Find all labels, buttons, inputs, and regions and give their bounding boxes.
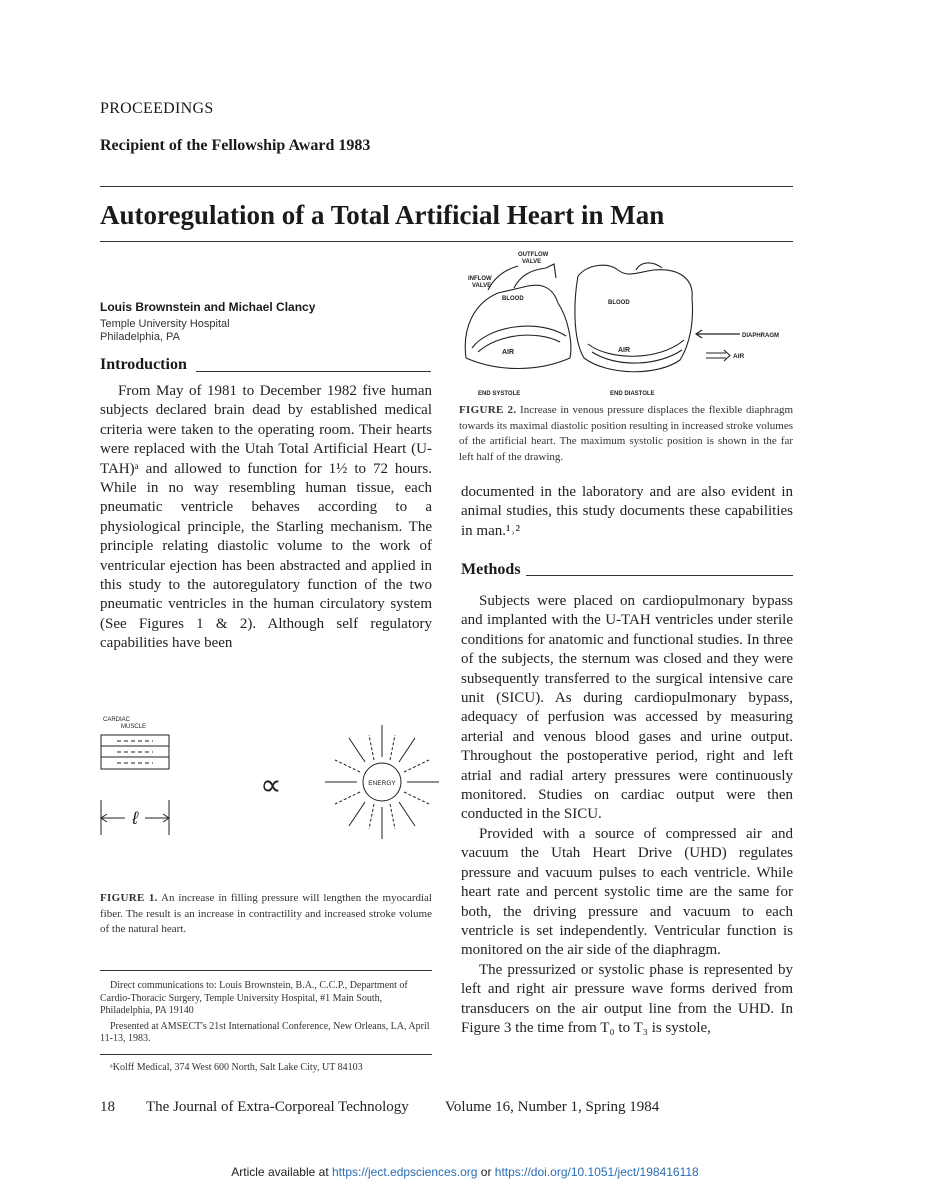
fig1-energy-label: ENERGY bbox=[368, 780, 396, 787]
affiliation-line-2: Philadelphia, PA bbox=[100, 331, 180, 343]
fig2-label-blood-left: BLOOD bbox=[502, 296, 524, 302]
introduction-heading-rule bbox=[196, 371, 431, 372]
figure-1-caption bbox=[100, 891, 432, 938]
availability-or: or bbox=[480, 1165, 492, 1179]
doi-link[interactable]: https://doi.org/10.1051/ject/198416118 bbox=[494, 1165, 699, 1179]
figure-1-diagram bbox=[95, 705, 440, 885]
footnote-rule-2 bbox=[100, 1054, 432, 1055]
fig2-label-outflow: OUTFLOW bbox=[518, 252, 549, 258]
author-names: Louis Brownstein and Michael Clancy bbox=[100, 300, 316, 314]
figure-1-caption-label: FIGURE 1. bbox=[100, 892, 158, 904]
article-title: Autoregulation of a Total Artificial Heart in Man bbox=[100, 200, 665, 230]
fig2-label-air-left: AIR bbox=[502, 349, 515, 356]
title-bottom-rule bbox=[100, 241, 793, 242]
methods-heading-rule bbox=[526, 575, 793, 576]
fig2-label-air-right: AIR bbox=[618, 347, 631, 354]
fig2-label-diaphragm: DIAPHRAGM bbox=[742, 333, 779, 339]
award-subtitle: Recipient of the Fellowship Award 1983 bbox=[100, 137, 371, 154]
fig2-label-air-port: AIR bbox=[733, 353, 745, 360]
journal-site-link[interactable]: https://ject.edpsciences.org bbox=[332, 1165, 478, 1179]
fig2-label-inflow-valve: VALVE bbox=[472, 283, 492, 289]
fig2-label-outflow-valve: VALVE bbox=[522, 259, 542, 265]
footnote-correspondence: Direct communications to: Louis Brownstein, B.A., C.C.P., Department of Cardio-Thoracic Surgery, Temple University Hospital, #1 Main South, Philadelphia, PA 19140 bbox=[100, 980, 408, 1016]
introduction-paragraph: From May of 1981 to December 1982 five human subjects declared brain dead by established medical criteria were taken to the operating room. Their hearts were replaced with the Utah Total Artificial Heart (U-TAH)ᵃ and allowed to function for 1½ to 72 hours. While in no way resembling human tissue, each pneumatic ventricle behaves according to a physiological principle, the Starling mechanism. The principle relating diastolic volume to the work of ventricular ejection has been abstracted and applied in this study to the autoregulatory function of the two pneumatic ventricles in the human circulatory system (See Figures 1 & 2). Although self regulatory capabilities have been bbox=[100, 383, 432, 652]
fig2-label-blood-right: BLOOD bbox=[608, 300, 630, 306]
footnotes bbox=[100, 980, 432, 1049]
fig1-label-muscle: MUSCLE bbox=[121, 724, 147, 730]
title-top-rule bbox=[100, 186, 793, 187]
footnote-kolff: ᵃKolff Medical, 374 West 600 North, Salt Lake City, UT 84103 bbox=[110, 1062, 363, 1073]
methods-paragraph-3: The pressurized or systolic phase is represented by left and right air pressure wave forms derived from transducers on the air output line from the UHD. In Figure 3 the time from T₀ to T₃ is systole, bbox=[461, 961, 793, 1036]
introduction-text bbox=[100, 382, 432, 654]
fig2-label-end-systole: END SYSTOLE bbox=[478, 391, 521, 397]
page-number: 18 bbox=[100, 1099, 115, 1115]
footnote-presented: Presented at AMSECT's 21st International Conference, New Orleans, LA, April 11-13, 1983. bbox=[100, 1020, 430, 1044]
fig1-muscle-fiber-icon bbox=[101, 735, 169, 769]
section-kicker: PROCEEDINGS bbox=[100, 100, 214, 117]
figure-1-caption-text: An increase in filling pressure will lengthen the myocardial fiber. The result is an increase in contractility and increased stroke volume of the natural heart. bbox=[100, 892, 432, 935]
author-affiliation bbox=[100, 318, 230, 344]
introduction-continued bbox=[461, 483, 793, 541]
methods-text bbox=[461, 592, 793, 1038]
methods-paragraph-2: Provided with a source of compressed air and vacuum the Utah Heart Drive (UHD) regulates pressure and vacuum pulses to each ventricle. While heart rate and percent systolic time are the same for both, the driving pressure and vacuum to each ventricle is set independently. Ventricular function is monitored on the air side of the diaphragm. bbox=[461, 825, 793, 959]
journal-volume: Volume 16, Number 1, Spring 1984 bbox=[445, 1099, 660, 1115]
fig1-length-symbol: ℓ bbox=[132, 808, 138, 828]
footnote-rule bbox=[100, 970, 432, 971]
introduction-heading: Introduction bbox=[100, 356, 187, 373]
fig2-diaphragm-pointer bbox=[696, 330, 740, 338]
availability-line bbox=[0, 1165, 930, 1179]
fig2-air-port-arrow bbox=[706, 350, 730, 361]
fig1-label-cardiac: CARDIAC bbox=[103, 717, 131, 723]
availability-prefix: Article available at bbox=[231, 1165, 329, 1179]
figure-2-caption-label: FIGURE 2. bbox=[459, 404, 517, 416]
introduction-continued-paragraph: documented in the laboratory and are also evident in animal studies, this study documents these capabilities in man.¹˒² bbox=[461, 484, 793, 539]
figure-2-caption bbox=[459, 403, 793, 465]
affiliation-line-1: Temple University Hospital bbox=[100, 318, 230, 330]
methods-heading: Methods bbox=[461, 561, 521, 578]
fig2-label-inflow: INFLOW bbox=[468, 276, 492, 282]
journal-name: The Journal of Extra-Corporeal Technology bbox=[146, 1099, 409, 1115]
methods-paragraph-1: Subjects were placed on cardiopulmonary bypass and implanted with the U-TAH ventricles under sterile conditions for anatomic and functional studies. In three of the subjects, the sternum was closed and they were subsequently transferred to the surgical intensive care unit (SICU). As during cardiopulmonary bypass, adequacy of perfusion was accessed by measuring arterial and venous blood gases and urine output. Throughout the postoperative period, right and left atrial and radial artery pressures were continuously monitored. Studies on cardiac output were then conducted in the SICU. bbox=[461, 593, 793, 823]
fig2-label-end-diastole: END DIASTOLE bbox=[610, 391, 655, 397]
fig1-proportional-symbol: ∝ bbox=[260, 769, 282, 802]
figure-2-caption-text: Increase in venous pressure displaces the flexible diaphragm towards its maximal diastolic position resulting in increased stroke volumes of the artificial heart. The maximum systolic position is shown in the far left half of the drawing. bbox=[459, 404, 794, 463]
fig2-ventricle-right-icon bbox=[575, 263, 693, 372]
figure-2-diagram bbox=[458, 248, 798, 398]
